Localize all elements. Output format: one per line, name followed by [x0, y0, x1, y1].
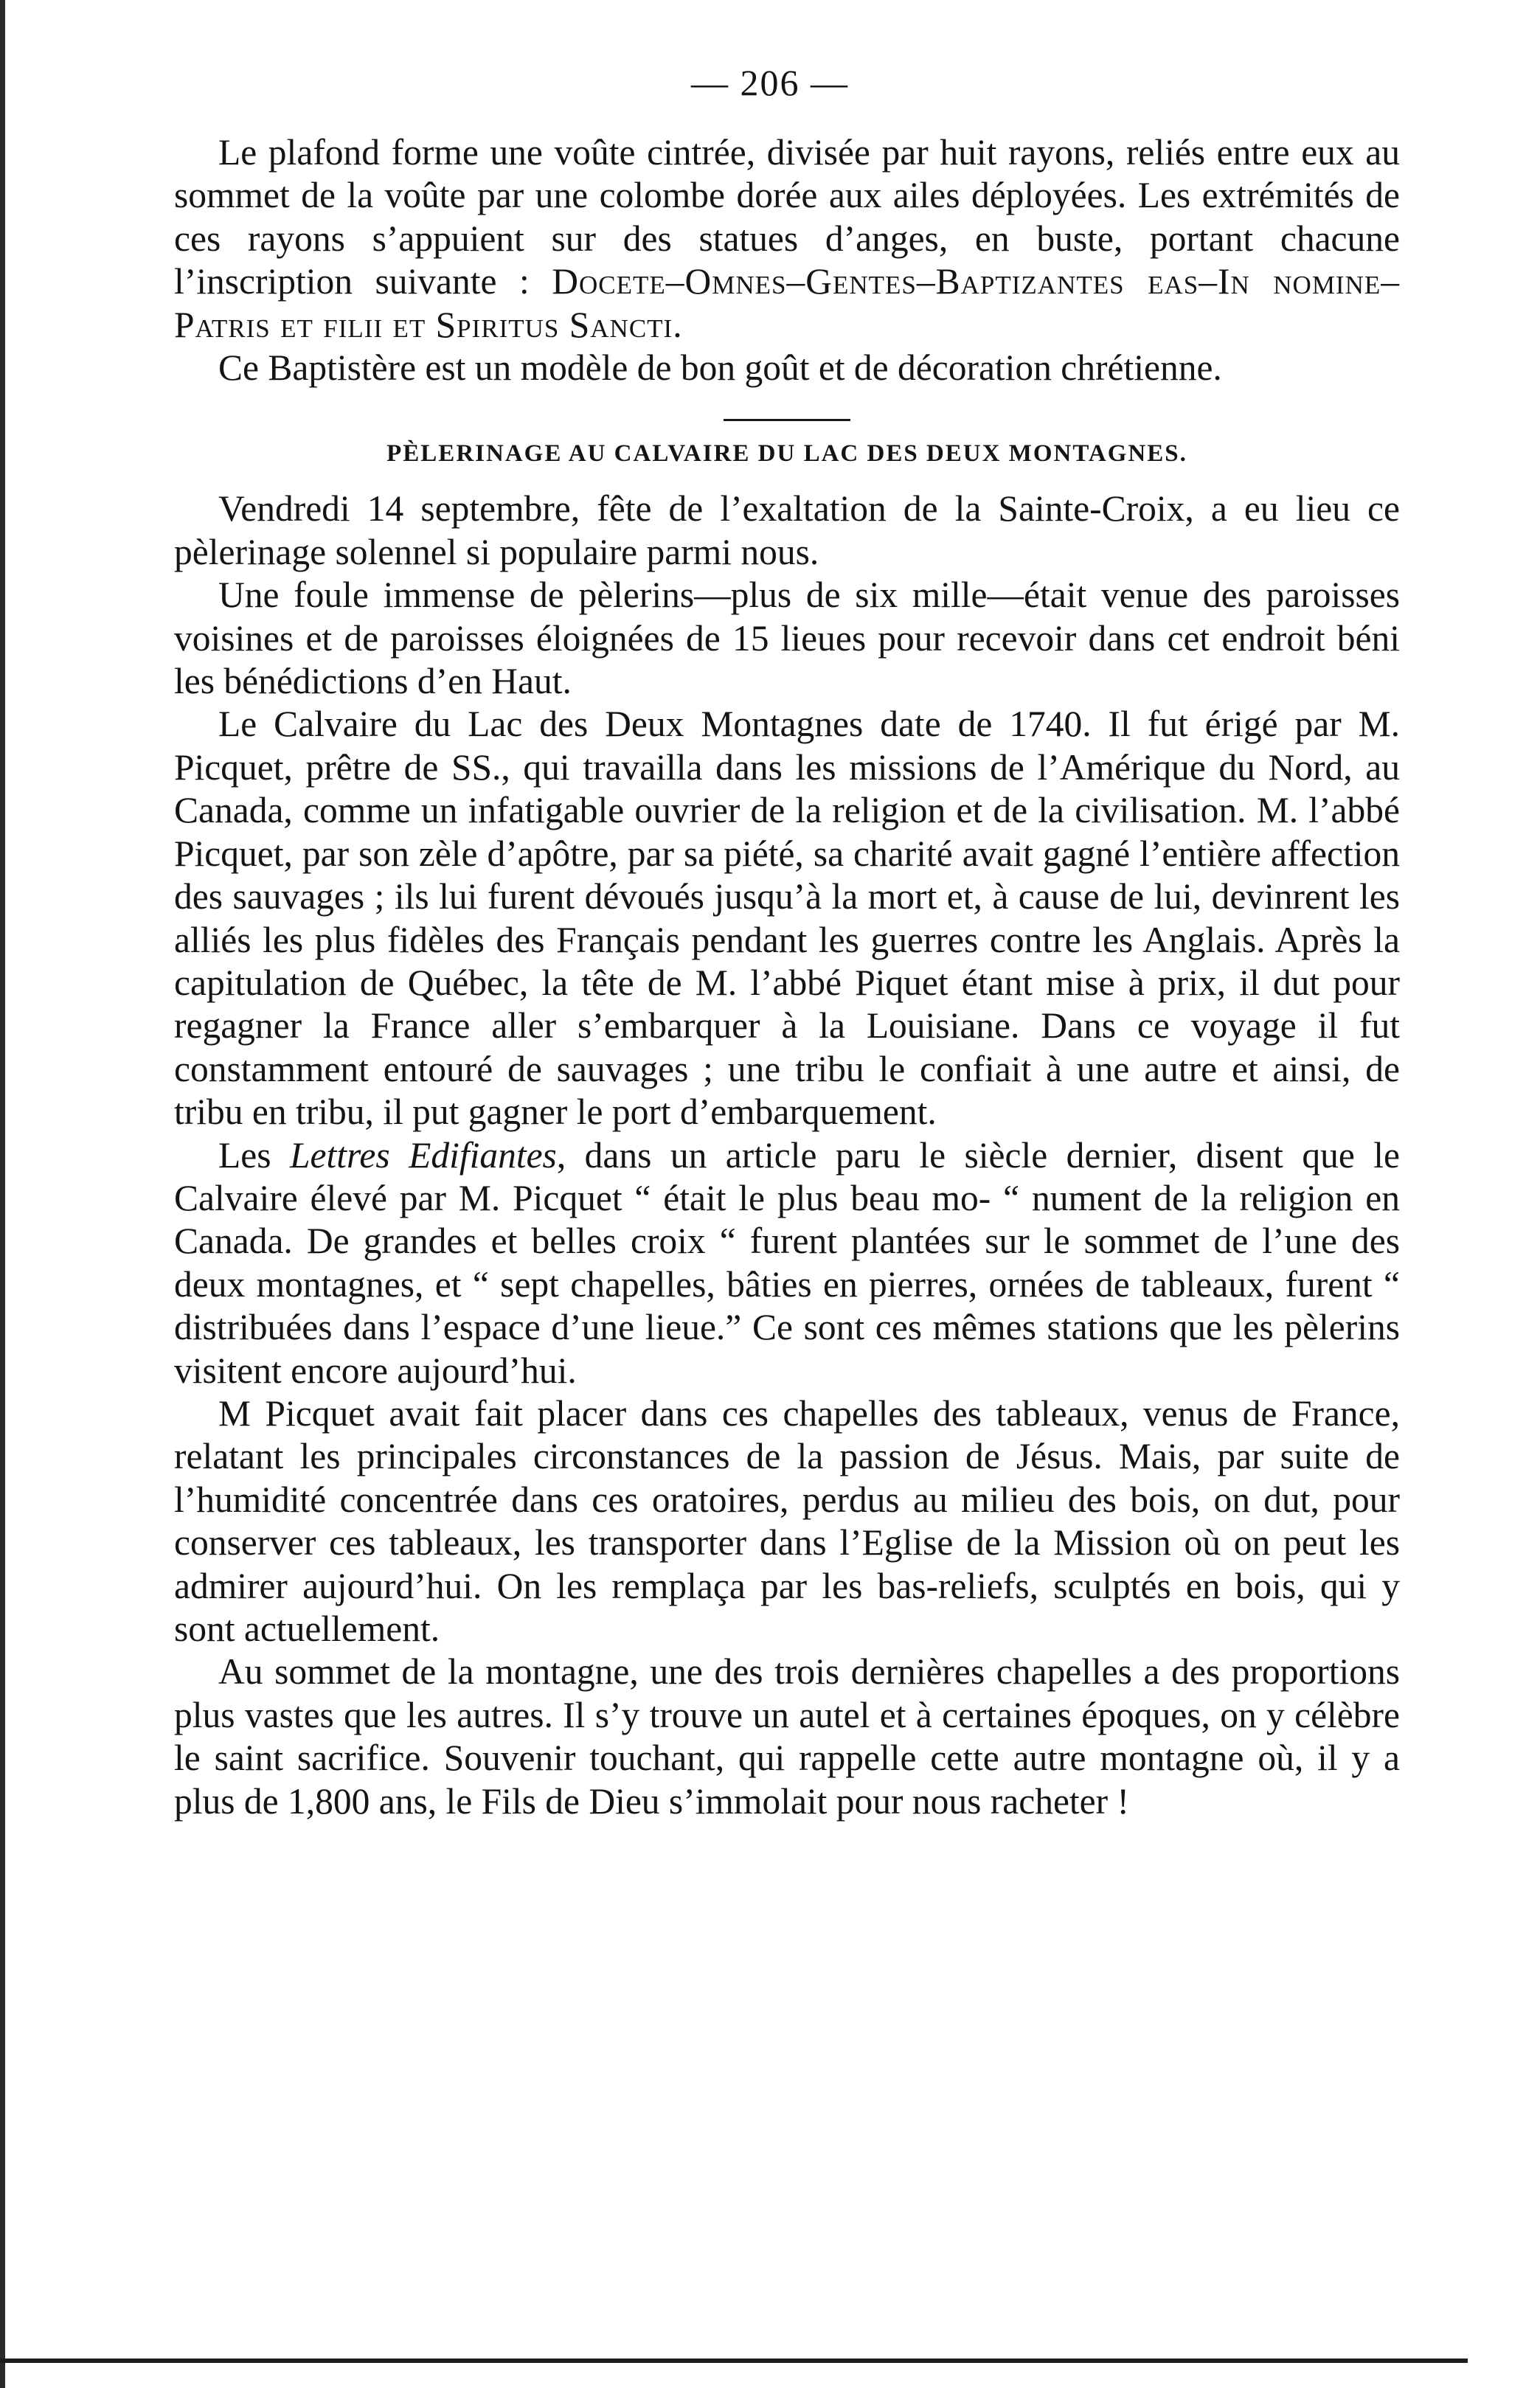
paragraph-baptistery-model: Ce Baptistère est un modèle de bon goût et de décoration chrétienne.	[218, 347, 1222, 389]
paragraph-calvary-history: Le Calvaire du Lac des Deux Montagnes date de 1740. Il fut érigé par M. Picquet, prêtre de SS., qui travailla dans les missions de l’Amérique du Nord, au Canada, comme un infatigable ouvrier de la religion et de la civilisation. M. l’abbé Picquet, par son zèle d’apôtre, par sa piété, sa charité avait gagné l’entière affection des sauvages ; ils lui furent dévoués jusqu’à la mort et, à cause de lui, devinrent les alliés les plus fidèles des Français pendant les guerres contre les Anglais. Après la capitulation de Québec, la tête de M. l’abbé Piquet étant mise à prix, il dut pour regagner la France aller s’embarquer à la Louisiane. Dans ce voyage il fut constamment entouré de sauvages ; une tribu le confiait à une autre et ainsi, de tribu en tribu, il put gagner le port d’embarquement.	[174, 704, 1400, 1133]
page-edge-shadow	[0, 0, 5, 2388]
text-column	[174, 131, 1400, 1823]
paragraph-chapel-paintings: M Picquet avait fait placer dans ces chapelles des tableaux, venus de France, relatant les principales circonstances de la passion de Jésus. Mais, par suite de l’humidité concentrée dans ces oratoires, perdus au milieu des bois, on dut, pour conserver ces tableaux, les transporter dans l’Eglise de la Mission où on peut les admirer aujourd’hui. On les remplaça par les bas-reliefs, sculptés en bois, qui y sont actuellement.	[174, 1392, 1400, 1649]
paragraph-text: Le plafond forme une voûte cintrée, divisée par huit rayons, reliés entre eux au sommet de la voûte par une colombe dorée aux ailes déployées. Les extrémités de ces rayons s’appuient sur des statues d’anges, en buste, portant chacune l’inscription suivante :	[174, 132, 1400, 302]
paragraph-text: , dans un article paru le siècle dernier, disent que le Calvaire élevé par M. Picquet “ était le plus beau mo- “ nument de la religion en Canada. De grandes et belles croix “ furent plantées sur le sommet de l’une des deux montagnes, et “ sept chapelles, bâties en pierres, ornées de tableaux, furent “ distribuées dans l’espace d’une lieue.” Ce sont ces mêmes stations que les pèlerins visitent encore aujourd’hui.	[174, 1134, 1401, 1391]
paragraph-baptistery-ceiling	[174, 131, 1400, 347]
latin-inscription: Docete–Omnes–Gentes–Baptizantes eas–In nomine–Patris et filii et Spiritus Sancti.	[174, 261, 1400, 345]
paragraph-pilgrims-crowd: Une foule immense de pèlerins—plus de six mille—était venue des paroisses voisines et de paroisses éloignées de 15 lieues pour recevoir dans cet endroit béni les bénédictions d’en Haut.	[174, 575, 1400, 702]
section-title: PÈLERINAGE AU CALVAIRE DU LAC DES DEUX MONTAGNES.	[386, 440, 1187, 468]
paragraph-pilgrimage-date: Vendredi 14 septembre, fête de l’exaltation de la Sainte-Croix, a eu lieu ce pèlerinage solennel si populaire parmi nous.	[174, 488, 1400, 572]
page-number: — 206 —	[691, 62, 849, 103]
bottom-page-rule	[0, 2359, 1468, 2363]
paragraph-lettres-edifiantes	[174, 1134, 1400, 1392]
paragraph-lead: Les	[218, 1134, 271, 1176]
paragraph-summit-chapel: Au sommet de la montagne, une des trois dernières chapelles a des proportions plus vastes que les autres. Il s’y trouve un autel et à certaines époques, on y célèbre le saint sacrifice. Souvenir touchant, qui rappelle cette autre montagne où, il y a plus de 1,800 ans, le Fils de Dieu s’immolait pour nous racheter !	[174, 1651, 1400, 1822]
book-title: Lettres Edifiantes	[289, 1134, 557, 1176]
section-divider	[724, 419, 850, 421]
